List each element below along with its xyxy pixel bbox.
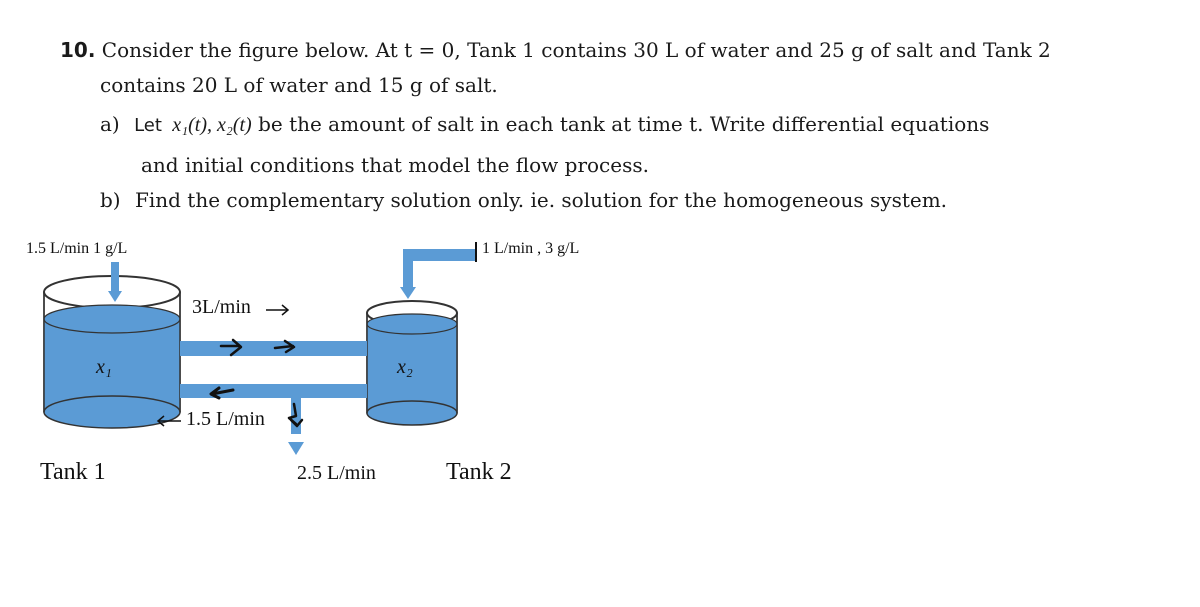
pipe-top: [180, 341, 367, 356]
part-a-variables: x₁(t), x₂(t): [172, 114, 252, 136]
inflow-marker-tank-2: [475, 242, 477, 262]
label-arrow-right: [266, 305, 288, 315]
flow-left-label: 1.5 L/min: [186, 408, 265, 430]
problem-intro-line-2: contains 20 L of water and 15 g of salt.: [100, 73, 498, 97]
part-b-text: Find the complementary solution only. ie. solution for the homogeneous system.: [134, 188, 948, 212]
outflow-label: 2.5 L/min: [297, 462, 376, 484]
inflow-pipe-tank-2: [400, 249, 475, 299]
problem-intro-text-1: Consider the figure below. At t = 0, Tank 1 contains 30 L of water and 25 g of salt and Tank 2: [101, 38, 1051, 62]
inflow-tank-2-label: 1 L/min , 3 g/L: [482, 240, 580, 257]
tank-2-label: Tank 2: [446, 459, 512, 485]
part-b-marker: b): [100, 188, 121, 212]
tank-2-variable: x₂: [397, 356, 413, 378]
part-a-line-2: and initial conditions that model the flow process.: [141, 153, 649, 177]
part-a-text: be the amount of salt in each tank at time t. Write differential equations: [258, 112, 990, 136]
tank-1-variable: x₁: [96, 356, 112, 378]
flow-right-label: 3L/min: [192, 296, 251, 318]
problem-number: 10.: [60, 38, 96, 62]
tank-1: [44, 276, 180, 428]
part-a-lead: Let: [134, 115, 162, 136]
pipe-bottom: [180, 384, 367, 398]
tank-1-label: Tank 1: [40, 459, 106, 485]
part-a-marker: a): [100, 112, 120, 136]
inflow-tank-1-label: 1.5 L/min 1 g/L: [26, 240, 128, 257]
